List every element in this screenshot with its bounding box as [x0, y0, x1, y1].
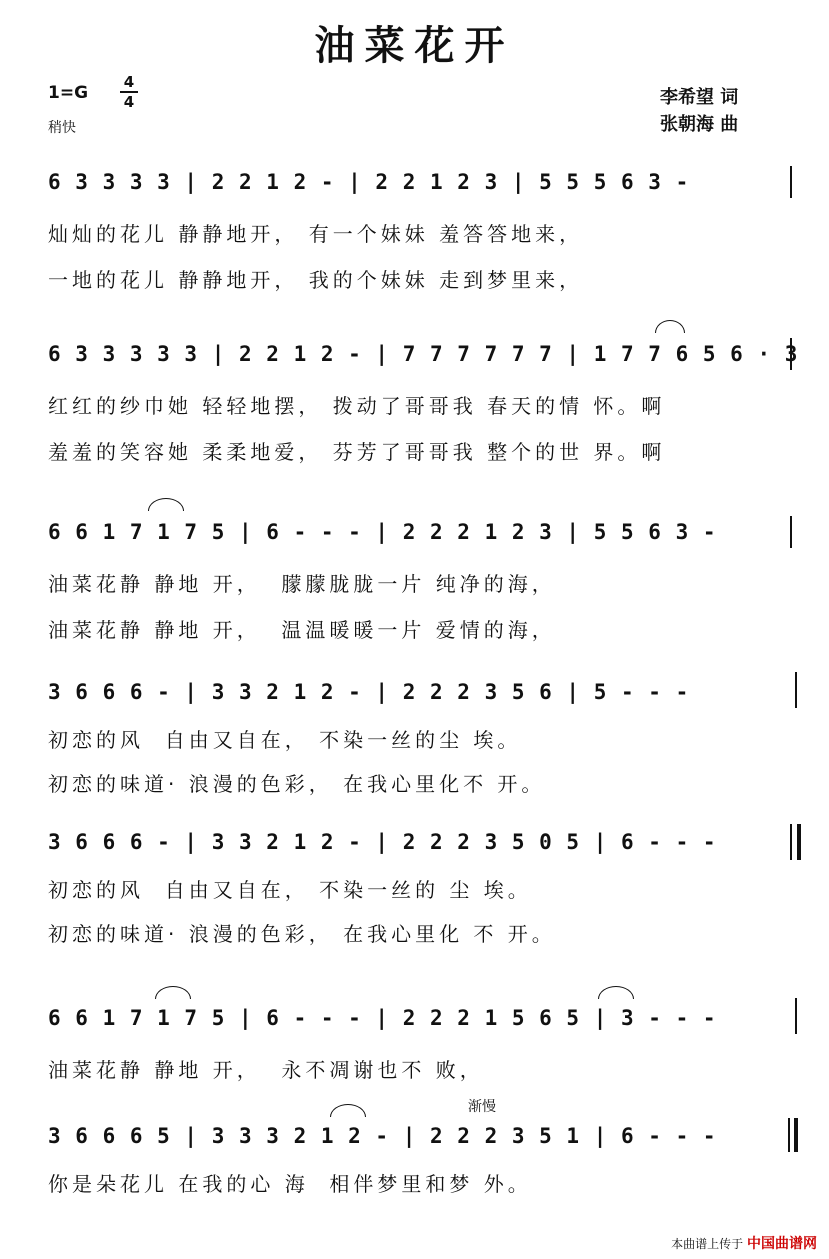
- slur-mark: [148, 498, 184, 511]
- time-bottom: 4: [123, 93, 135, 111]
- footer-text: 本曲谱上传于: [671, 1237, 744, 1251]
- notation-line: 3 6 6 6 5 | 3 3 3 2 1 2 - | 2 2 2 3 5 1 | 6 - - -: [48, 1124, 717, 1148]
- lyric-line: 初恋的风 自由又自在， 不染一丝的尘 埃。: [48, 728, 522, 752]
- lyric-line: 一地的花儿 静静地开， 我的个妹妹 走到梦里来，: [48, 268, 584, 292]
- slur-mark: [655, 320, 685, 333]
- lyric-line: 油菜花静 静地 开， 温温暖暖一片 爱情的海，: [48, 618, 556, 642]
- lyric-line: 初恋的味道· 浪漫的色彩， 在我心里化不 开。: [48, 772, 546, 796]
- slur-mark: [330, 1104, 366, 1117]
- lyric-line: 油菜花静 静地 开， 永不凋谢也不 败，: [48, 1058, 484, 1082]
- slur-mark: [598, 986, 634, 999]
- time-signature: [120, 74, 138, 110]
- page-title: 油菜花开: [314, 23, 515, 69]
- final-barline: [794, 1118, 798, 1152]
- lyric-line: 灿灿的花儿 静静地开， 有一个妹妹 羞答答地来，: [48, 222, 584, 246]
- composer-credit: 张朝海 曲: [660, 114, 739, 135]
- lyric-line: 初恋的味道· 浪漫的色彩， 在我心里化 不 开。: [48, 922, 556, 946]
- notation-line: 6 6 1 7 1 7 5 | 6 - - - | 2 2 2 1 2 3 | 5 5 6 3 -: [48, 520, 717, 544]
- slur-mark: [155, 986, 191, 999]
- repeat-barline: [797, 824, 801, 860]
- lyricist-credit: 李希望 词: [660, 87, 739, 108]
- footer-brand: 中国曲谱网: [747, 1236, 817, 1252]
- notation-line: 3 6 6 6 - | 3 3 2 1 2 - | 2 2 2 3 5 0 5 | 6 - - -: [48, 830, 717, 854]
- notation-line: 6 3 3 3 3 3 | 2 2 1 2 - | 7 7 7 7 7 7 | 1 7 7 6 5 6 · 3: [48, 342, 799, 366]
- lyric-line: 初恋的风 自由又自在， 不染一丝的 尘 埃。: [48, 878, 532, 902]
- lyric-line: 你是朵花儿 在我的心 海 相伴梦里和梦 外。: [48, 1172, 532, 1196]
- footer-watermark: [671, 1233, 817, 1253]
- notation-line: 6 3 3 3 3 | 2 2 1 2 - | 2 2 1 2 3 | 5 5 5 6 3 -: [48, 170, 690, 194]
- lyric-line: 红红的纱巾她 轻轻地摆， 拨动了哥哥我 春天的情 怀。啊: [48, 394, 666, 418]
- key-signature: 1=G: [48, 83, 89, 103]
- tempo-mark: 稍快: [48, 120, 76, 136]
- time-top: 4: [123, 73, 135, 91]
- lyric-line: 羞羞的笑容她 柔柔地爱， 芬芳了哥哥我 整个的世 界。啊: [48, 440, 666, 464]
- notation-line: 3 6 6 6 - | 3 3 2 1 2 - | 2 2 2 3 5 6 | 5 - - -: [48, 680, 690, 704]
- lyric-line: 油菜花静 静地 开， 朦朦胧胧一片 纯净的海，: [48, 572, 556, 596]
- notation-line: 6 6 1 7 1 7 5 | 6 - - - | 2 2 2 1 5 6 5 | 3 - - -: [48, 1006, 717, 1030]
- tempo-change-mark: 渐慢: [468, 1099, 496, 1115]
